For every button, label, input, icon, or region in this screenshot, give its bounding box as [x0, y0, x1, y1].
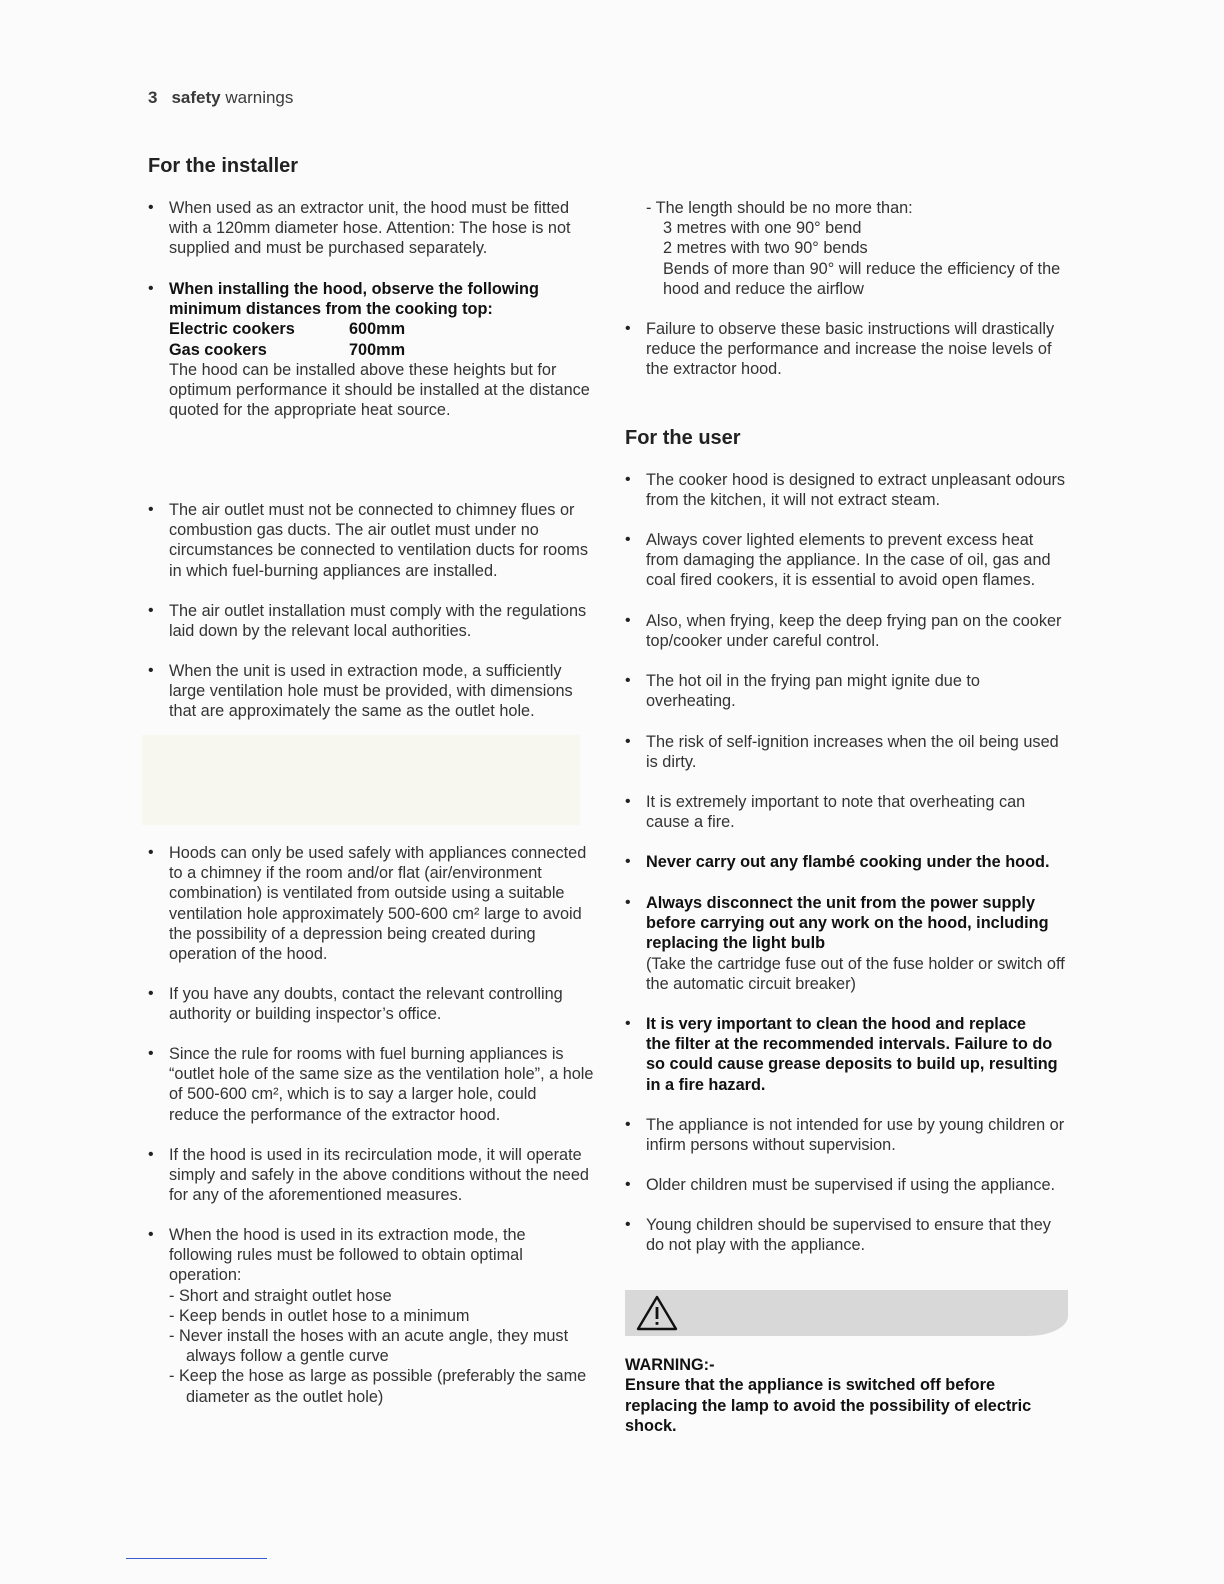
installer-item-doubts: • If you have any doubts, contact the relevant controlling authority or building inspector’s office.: [148, 985, 563, 1024]
dash-item-cont: diameter as the outlet hole): [186, 1387, 384, 1406]
bullet: •: [625, 1176, 631, 1193]
dash-item: - Never install the hoses with an acute angle, they must: [169, 1327, 569, 1346]
user-item-older-children: • Older children must be supervised if using the appliance.: [625, 1176, 1056, 1194]
user-item-young-children: • The appliance is not intended for use by young children or infirm persons without supervision.: [625, 1116, 1065, 1155]
bullet: •: [625, 894, 631, 911]
bullet: •: [148, 985, 154, 1002]
bullet: •: [148, 501, 154, 518]
faint-shade: [142, 735, 580, 825]
bullet: •: [148, 1146, 154, 1163]
user-item-clean-filter: • It is very important to clean the hood and replace the filter at the recommended intervals. Failure to do so could cause grease deposits to build up, resulting in a fire hazard.: [625, 1015, 1058, 1094]
bullet: •: [148, 199, 154, 216]
dash-item-cont: always follow a gentle curve: [186, 1347, 389, 1366]
user-item-hot-oil: • The hot oil in the frying pan might ignite due to overheating.: [625, 672, 980, 711]
user-item-odours: • The cooker hood is designed to extract unpleasant odours from the kitchen, it will not extract steam.: [625, 471, 1066, 510]
user-item-frying: • Also, when frying, keep the deep frying pan on the cooker top/cooker under careful control.: [625, 612, 1062, 651]
page-header: [148, 88, 293, 108]
installer-item-recirculation: • If the hood is used in its recirculation mode, it will operate simply and safely in the above conditions without the need for any of the aforementioned measures.: [148, 1146, 589, 1205]
installer-item-hose: • When used as an extractor unit, the hood must be fitted with a 120mm diameter hose. Attention: The hose is not supplied and must be purchased separately.: [148, 199, 571, 258]
warning-heading: WARNING:-: [625, 1356, 715, 1374]
user-item-cover-elements: • Always cover lighted elements to prevent excess heat from damaging the appliance. In the case of oil, gas and coal fired cookers, it is essential to avoid open flames.: [625, 531, 1051, 590]
installer-item-fuel-rule: • Since the rule for rooms with fuel burning appliances is “outlet hole of the same size as the ventilation hole”, a hole of 500-600 cm², which is to say a larger hole, could reduce the performance of the extractor hood.: [148, 1045, 594, 1124]
installer-item-regulations: • The air outlet installation must comply with the regulations laid down by the relevant local authorities.: [148, 602, 587, 641]
warning-banner: [625, 1290, 1068, 1336]
warning-triangle-icon: [635, 1294, 679, 1332]
distance-gas: Gas cookers 700mm: [169, 340, 406, 359]
dash-item: - Keep bends in outlet hose to a minimum: [169, 1306, 470, 1325]
bullet: •: [148, 662, 154, 679]
installer-item-ventilation-hole: • When the unit is used in extraction mode, a sufficiently large ventilation hole must be provided, with dimensions that are approximately the same as the outlet hole.: [148, 662, 573, 721]
footer-link-underline[interactable]: [126, 1558, 267, 1559]
warning-text: WARNING:- Ensure that the appliance is switched off before replacing the lamp to avoid the possibility of electric shock.: [625, 1356, 1032, 1435]
bullet: •: [625, 853, 631, 870]
bullet: •: [625, 733, 631, 750]
header-title-rest: warnings: [225, 88, 294, 107]
bullet: •: [625, 1216, 631, 1233]
bullet: •: [625, 531, 631, 548]
bullet: •: [625, 793, 631, 810]
user-item-overheating: • It is extremely important to note that overheating can cause a fire.: [625, 793, 1026, 832]
bullet: •: [625, 1116, 631, 1133]
user-item-disconnect: • Always disconnect the unit from the power supply before carrying out any work on the hood, including replacing the light bulb (Take the cartridge fuse out of the fuse holder or switch off the automatic circuit breaker): [625, 894, 1065, 993]
user-item-flambe: • Never carry out any flambé cooking under the hood.: [625, 853, 1050, 871]
user-section-title: For the user: [625, 427, 741, 449]
installer-item-distances: • When installing the hood, observe the following minimum distances from the cooking top: Electric cookers 600mm Gas cookers 700mm The hood can be installed above these heights but for optimum performance it should be installed at the distance quoted for the appropriate heat source.: [148, 280, 590, 420]
bullet: •: [148, 844, 154, 861]
installer-continued-length: - The length should be no more than: 3 metres with one 90° bend 2 metres with two 90° bends Bends of more than 90° will reduce the efficiency of the hood and reduce the airflow: [646, 199, 1061, 298]
installer-section-title: For the installer: [148, 155, 299, 177]
bullet: •: [148, 280, 154, 297]
distance-electric: Electric cookers 600mm: [169, 320, 406, 339]
user-item-self-ignition: • The risk of self-ignition increases when the oil being used is dirty.: [625, 733, 1059, 772]
installer-item-extraction-rules: • When the hood is used in its extraction mode, the following rules must be followed to obtain optimal operation: - Short and straight outlet hose - Keep bends in outlet hose to a minimum - Never install the hoses with an acute angle, they must always follow a gentle curve - Keep the hose as large as possible (preferably the same diameter as the outlet hole): [148, 1226, 587, 1406]
installer-item-chimney: • Hoods can only be used safely with appliances connected to a chimney if the room and/or flat (air/environment combination) is ventilated from outside using a suitable ventilation hole approximately 500-600 cm² large to avoid the possibility of a depression being created during operation of the hood.: [148, 844, 587, 964]
dash-item: - Keep the hose as large as possible (preferably the same: [169, 1367, 587, 1386]
bullet: •: [625, 320, 631, 337]
bullet: •: [148, 1226, 154, 1243]
user-item-supervision: • Young children should be supervised to ensure that they do not play with the appliance.: [625, 1216, 1051, 1255]
bullet: •: [625, 672, 631, 689]
installer-item-air-outlet: • The air outlet must not be connected to chimney flues or combustion gas ducts. The air outlet must under no circumstances be connected to ventilation ducts for rooms in which fuel-burning appliances are installed.: [148, 501, 588, 580]
installer-item-failure: • Failure to observe these basic instructions will drastically reduce the performance and increase the noise levels of the extractor hood.: [625, 320, 1055, 379]
bullet: •: [625, 1015, 631, 1032]
bullet: •: [148, 602, 154, 619]
page-number: 3: [148, 88, 158, 107]
bullet: •: [625, 612, 631, 629]
header-title-bold: safety: [171, 88, 221, 107]
bullet: •: [625, 471, 631, 488]
dash-item: - Short and straight outlet hose: [169, 1286, 392, 1305]
bullet: •: [148, 1045, 154, 1062]
